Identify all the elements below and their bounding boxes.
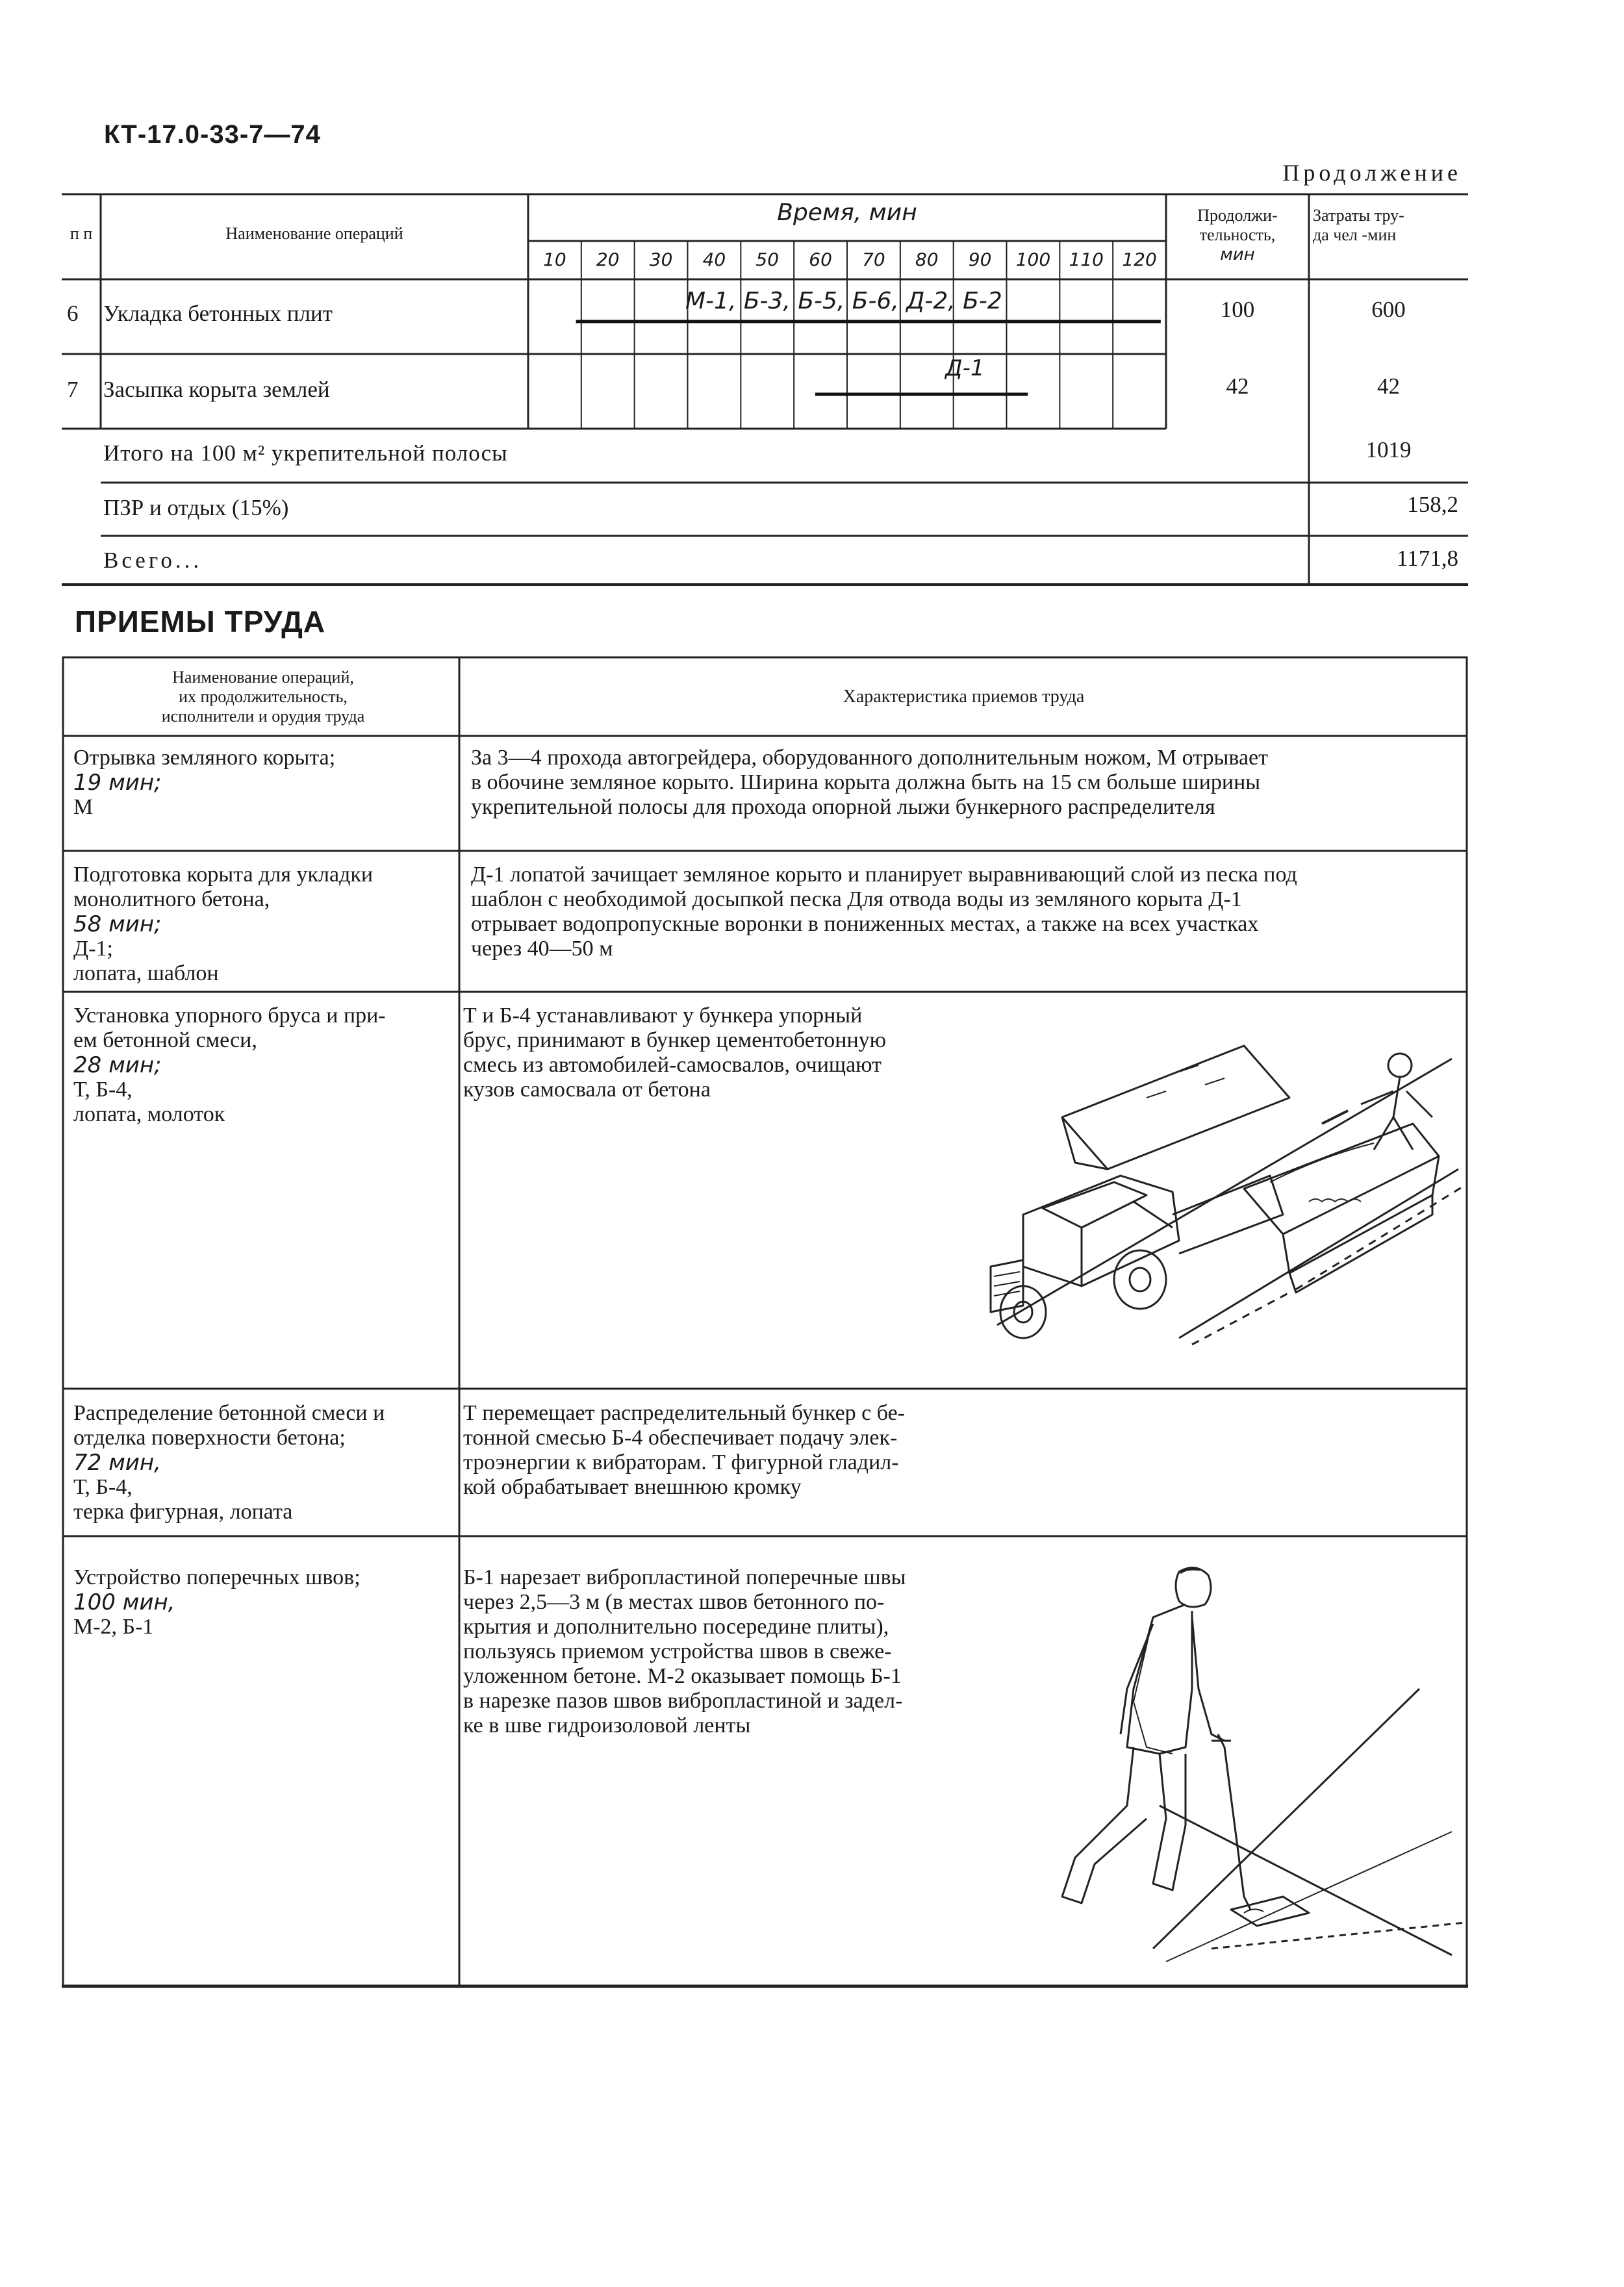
schedule-table [62, 192, 1468, 588]
crew-label: Д-1 [945, 355, 985, 381]
operation-cell: Установка упорного бруса и при- ем бетонной смеси, 28 мин; Т, Б-4, лопата, молоток [73, 1004, 386, 1126]
methods-col-right-header: Характеристика приемов труда [843, 687, 1085, 707]
row-number: 6 [67, 301, 79, 326]
col-labor-header: Затраты тру- да чел -мин [1313, 206, 1404, 244]
time-tick-label: 70 [862, 249, 885, 270]
time-tick-label: 30 [649, 249, 673, 270]
description-cell: Т и Б-4 устанавливают у бункера упорный брус, принимают в бункер цементобетонную смесь из автомобилей-самосвалов, очищают кузов самосвала от бетона [463, 1004, 887, 1102]
dump-truck-illustration [984, 1020, 1465, 1358]
labor-value: 600 [1371, 297, 1406, 322]
description-cell: За 3—4 прохода автогрейдера, оборудованного дополнительным ножом, М отрывает в обочине земляное корыто. Ширина корыта должна быть на 15 см больше ширины укрепительной полосы для прохода опорной лыжи бункерного распределителя [471, 746, 1268, 819]
time-tick-label: 100 [1015, 249, 1051, 270]
crew-label: М-1, Б-3, Б-5, Б-6, Д-2, Б-2 [685, 288, 1002, 314]
col-duration-header: Продолжи- тельность, мин [1197, 206, 1278, 264]
pzr-label: ПЗР и отдых (15%) [103, 495, 289, 520]
total-label: Итого на 100 м² укрепительной полосы [103, 440, 508, 466]
time-tick-label: 90 [968, 249, 992, 270]
operation-cell: Подготовка корыта для укладки монолитного бетона, 58 мин; Д-1; лопата, шаблон [73, 863, 374, 985]
description-cell: Т перемещает распределительный бункер с бе- тонной смесью Б-4 обеспечивает подачу элек- троэнергии к вибраторам. Т фигурной гладил- кой обрабатывает внешнюю кромку [463, 1401, 906, 1499]
time-tick-label: 60 [809, 249, 832, 270]
grand-total-label: Всего... [103, 548, 203, 573]
grand-total-value: 1171,8 [1397, 546, 1458, 571]
operation-name: Засыпка корыта землей [103, 377, 330, 402]
operation-cell: Устройство поперечных швов; 100 мин, М-2, Б-1 [73, 1565, 361, 1639]
description-cell: Д-1 лопатой зачищает земляное корыто и планирует выравнивающий слой из песка под шаблон с необходимой досыпкой песка Для отвода воды из земляного корыта Д-1 отрывает водопропускные воронки в пониженных местах, а также на всех участках через 40—50 м [471, 863, 1297, 961]
time-header: Время, мин [777, 199, 917, 226]
row-number: 7 [67, 377, 79, 402]
operation-name: Укладка бетонных плит [103, 301, 333, 326]
time-tick-label: 20 [596, 249, 620, 270]
labor-value: 42 [1377, 373, 1400, 399]
total-value: 1019 [1365, 437, 1412, 462]
time-tick-label: 10 [543, 249, 566, 270]
continuation-label: Продолжение [1282, 160, 1462, 186]
operation-cell: Распределение бетонной смеси и отделка поверхности бетона; 72 мин, Т, Б-4, терка фигурная, лопата [73, 1401, 385, 1524]
time-tick-label: 110 [1069, 249, 1104, 270]
document-code: КТ-17.0-33-7—74 [104, 120, 321, 149]
methods-col-left-header: Наименование операций, их продолжительность, исполнители и орудия труда [161, 668, 365, 726]
col-number-header: п п [70, 224, 93, 243]
duration-value: 42 [1226, 373, 1249, 399]
methods-table [62, 656, 1468, 1991]
time-tick-label: 80 [915, 249, 939, 270]
worker-joint-cutting-illustration [997, 1559, 1465, 1975]
time-tick-label: 40 [702, 249, 726, 270]
section-title: ПРИЕМЫ ТРУДА [75, 605, 326, 638]
description-cell: Б-1 нарезает вибропластиной поперечные швы через 2,5—3 м (в местах швов бетонного по- крытия и дополнительно посередине плиты), пользуясь приемом устройства швов в свеже- уложенном бетоне. М-2 оказывает помощь Б-1 в нарезке пазов швов вибропластиной и задел- ке в шве гидроизоловой ленты [463, 1565, 906, 1737]
duration-value: 100 [1220, 297, 1255, 322]
time-tick-label: 120 [1122, 249, 1157, 270]
operation-cell: Отрывка земляного корыта; 19 мин; М [73, 746, 336, 819]
col-operation-header: Наименование операций [225, 224, 403, 243]
time-tick-label: 50 [755, 249, 780, 270]
pzr-value: 158,2 [1407, 492, 1458, 517]
